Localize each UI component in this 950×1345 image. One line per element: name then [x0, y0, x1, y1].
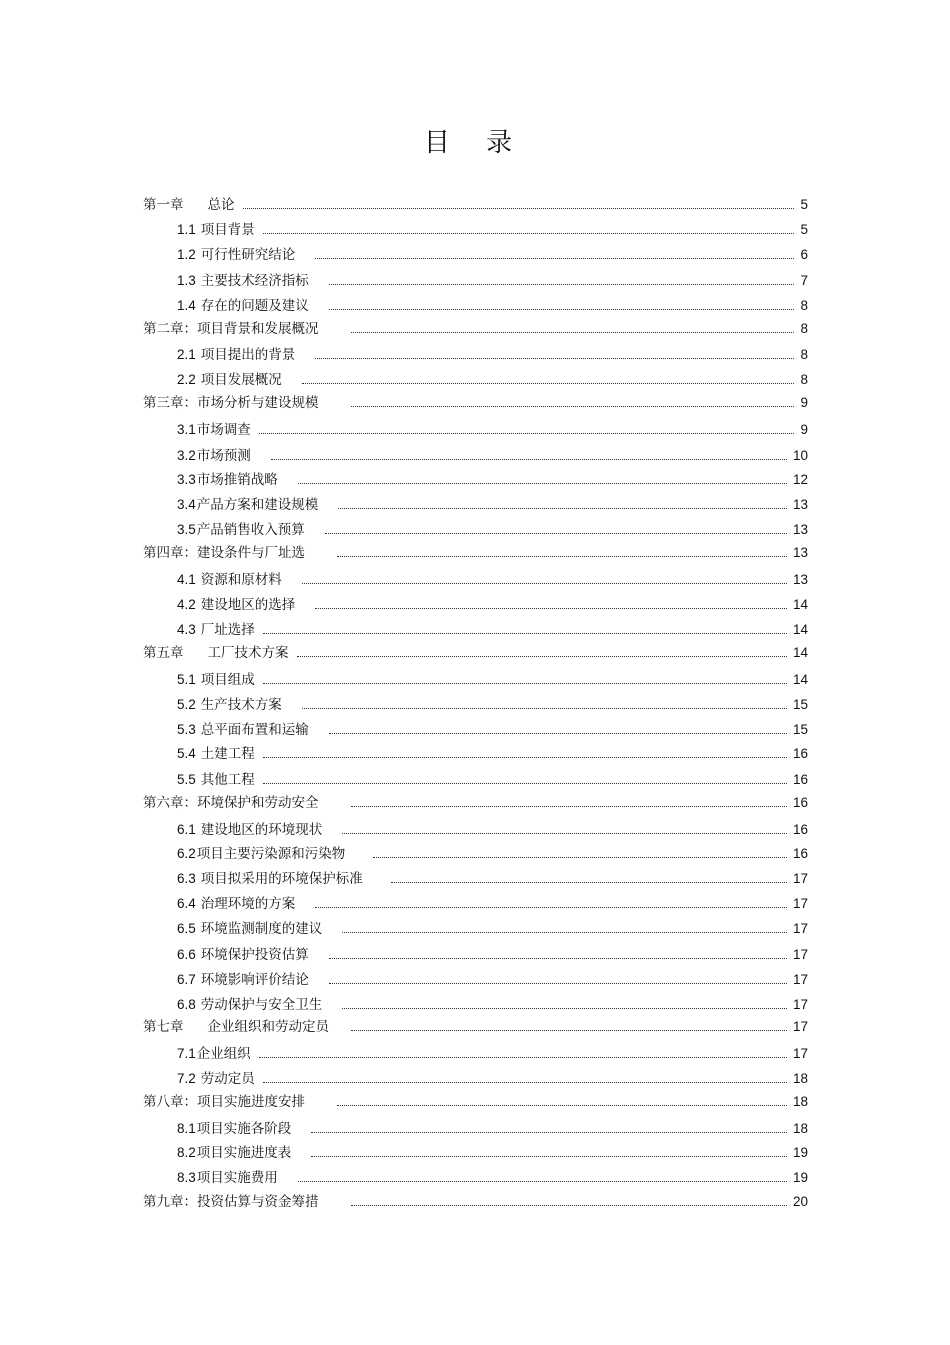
toc-entry-text: 劳动定员 [200, 1071, 255, 1087]
toc-dot-leader [351, 1205, 787, 1206]
toc-dot-leader [342, 1008, 787, 1009]
toc-page-number: 19 [792, 1145, 808, 1160]
page-title: 目 录 [423, 128, 527, 158]
toc-chapter-entry[interactable] [143, 545, 808, 561]
toc-entry-text: 厂址选择 [200, 622, 255, 638]
toc-section-entry[interactable] [143, 1071, 808, 1087]
toc-entry-label [143, 1194, 319, 1210]
toc-entry-label [143, 1145, 291, 1161]
toc-entry-number: 6.5 [177, 921, 196, 936]
toc-entry-number: 2.1 [177, 347, 196, 362]
toc-dot-leader [342, 932, 787, 933]
toc-dot-leader [263, 1082, 787, 1083]
toc-dot-leader [263, 783, 787, 784]
toc-entry-text: 生产技术方案 [200, 697, 282, 713]
toc-entry-number: 4.3 [177, 622, 196, 637]
toc-entry-label [143, 497, 318, 513]
toc-entry-label [143, 1170, 278, 1186]
toc-section-entry[interactable] [143, 1121, 808, 1137]
toc-entry-label [143, 572, 282, 588]
toc-dot-leader [329, 983, 787, 984]
toc-entry-text: 企业组织 [196, 1046, 251, 1062]
toc-page-number: 13 [792, 522, 808, 537]
toc-entry-text: 项目实施各阶段 [196, 1121, 292, 1137]
toc-entry-number: 6.2 [177, 846, 196, 861]
toc-page-number: 5 [800, 222, 808, 237]
toc-entry-number: 5.2 [177, 697, 196, 712]
toc-section-entry[interactable] [143, 722, 808, 738]
toc-entry-number: 3.5 [177, 522, 196, 537]
toc-page-number: 16 [792, 772, 808, 787]
toc-entry-label [143, 947, 309, 963]
toc-entry-text: 建设地区的选择 [200, 597, 296, 613]
toc-entry-text: 市场预测 [196, 448, 251, 464]
toc-dot-leader [338, 508, 787, 509]
toc-dot-leader [391, 882, 787, 883]
toc-section-entry[interactable] [143, 448, 808, 464]
toc-entry-label [143, 472, 278, 488]
toc-dot-leader [351, 1030, 787, 1031]
toc-page-number: 15 [792, 697, 808, 712]
toc-entry-text: 产品销售收入预算 [196, 522, 305, 538]
toc-page-number: 13 [792, 497, 808, 512]
toc-entry-number: 3.2 [177, 448, 196, 463]
toc-entry-label [143, 273, 309, 289]
toc-entry-number: 7.1 [177, 1046, 196, 1061]
toc-entry-number: 3.1 [177, 422, 196, 437]
toc-entry-text: 环境保护投资估算 [200, 947, 309, 963]
toc-entry-text: 第二章：项目背景和发展概况 [143, 321, 319, 337]
toc-entry-text: 项目组成 [200, 672, 255, 688]
toc-dot-leader [315, 258, 794, 259]
toc-entry-text: 第三章：市场分析与建设规模 [143, 395, 319, 411]
toc-page-number: 13 [792, 545, 808, 560]
toc-page-number: 17 [792, 947, 808, 962]
toc-entry-number: 3.4 [177, 497, 196, 512]
toc-entry-label [143, 772, 255, 788]
toc-entry-text: 项目提出的背景 [200, 347, 296, 363]
toc-entry-number: 8.2 [177, 1145, 196, 1160]
toc-dot-leader [329, 284, 795, 285]
toc-entry-label [143, 222, 255, 238]
toc-page-number: 14 [792, 672, 808, 687]
toc-entry-text: 第八章：项目实施进度安排 [143, 1094, 305, 1110]
toc-dot-leader [342, 833, 787, 834]
toc-entry-text: 劳动保护与安全卫生 [200, 997, 323, 1013]
toc-entry-number: 8.1 [177, 1121, 196, 1136]
toc-entry-number: 6.1 [177, 822, 196, 837]
toc-dot-leader [298, 483, 787, 484]
toc-page-number: 9 [800, 395, 808, 410]
toc-entry-text: 项目实施进度表 [196, 1145, 292, 1161]
toc-entry-label [143, 795, 319, 811]
toc-entry-label [143, 672, 255, 688]
toc-dot-leader [329, 958, 787, 959]
toc-section-entry[interactable] [143, 921, 808, 937]
toc-page-number: 10 [792, 448, 808, 463]
toc-section-entry[interactable] [143, 597, 808, 613]
toc-page-number: 15 [792, 722, 808, 737]
toc-entry-label [143, 871, 363, 887]
toc-entry-text: 环境影响评价结论 [200, 972, 309, 988]
toc-entry-label [143, 448, 251, 464]
toc-entry-text: 资源和原材料 [200, 572, 282, 588]
toc-page-number: 17 [792, 896, 808, 911]
toc-section-entry[interactable] [143, 247, 808, 263]
toc-entry-label [143, 395, 319, 411]
toc-page-number: 8 [800, 298, 808, 313]
toc-entry-label [143, 997, 322, 1013]
toc-dot-leader [373, 857, 787, 858]
toc-page-number: 14 [792, 622, 808, 637]
toc-entry-label [143, 347, 295, 363]
toc-entry-label [143, 722, 309, 738]
toc-page-number: 8 [800, 347, 808, 362]
toc-entry-label [143, 622, 255, 638]
toc-entry-label [143, 746, 255, 762]
toc-entry-text: 环境监测制度的建议 [200, 921, 323, 937]
toc-entry-number: 7.2 [177, 1071, 196, 1086]
toc-section-entry[interactable] [143, 497, 808, 513]
toc-section-entry[interactable] [143, 372, 808, 388]
toc-chapter-entry[interactable] [143, 795, 808, 811]
toc-section-entry[interactable] [143, 347, 808, 363]
toc-section-entry[interactable] [143, 422, 808, 438]
toc-section-entry[interactable] [143, 1170, 808, 1186]
toc-section-entry[interactable] [143, 997, 808, 1013]
toc-entry-number: 5.5 [177, 772, 196, 787]
toc-page-number: 12 [792, 472, 808, 487]
toc-entry-number: 6.7 [177, 972, 196, 987]
toc-entry-label [143, 597, 295, 613]
toc-entry-text: 主要技术经济指标 [200, 273, 309, 289]
toc-entry-text: 存在的问题及建议 [200, 298, 309, 314]
toc-chapter-entry[interactable] [143, 1194, 808, 1210]
toc-dot-leader [263, 233, 795, 234]
toc-section-entry[interactable] [143, 1145, 808, 1161]
toc-dot-leader [297, 656, 787, 657]
toc-section-entry[interactable] [143, 972, 808, 988]
toc-section-entry[interactable] [143, 298, 808, 314]
toc-page-number: 18 [792, 1071, 808, 1086]
toc-page-number: 9 [800, 422, 808, 437]
toc-section-entry[interactable] [143, 572, 808, 588]
toc-entry-text: 项目发展概况 [200, 372, 282, 388]
toc-entry-text: 第一章 [143, 197, 184, 213]
toc-dot-leader [302, 383, 795, 384]
toc-entry-label [143, 896, 295, 912]
toc-entry-text: 第四章：建设条件与厂址选 [143, 545, 305, 561]
toc-entry-text: 土建工程 [200, 746, 255, 762]
toc-chapter-title: 总论 [207, 197, 235, 213]
toc-chapter-entry[interactable] [143, 1094, 808, 1110]
toc-page-number: 19 [792, 1170, 808, 1185]
toc-entry-number: 2.2 [177, 372, 196, 387]
toc-page-number: 5 [800, 197, 808, 212]
toc-dot-leader [329, 309, 795, 310]
toc-entry-text: 建设地区的环境现状 [200, 822, 323, 838]
toc-dot-leader [315, 608, 787, 609]
toc-entry-text: 其他工程 [200, 772, 255, 788]
toc-entry-text: 第五章 [143, 645, 184, 661]
toc-chapter-entry[interactable] [143, 321, 808, 337]
toc-entry-label [143, 921, 322, 937]
toc-entry-label [143, 645, 289, 661]
toc-dot-leader [337, 1105, 787, 1106]
toc-entry-label [143, 972, 309, 988]
toc-page-number: 17 [792, 921, 808, 936]
toc-dot-leader [302, 708, 787, 709]
toc-page-number: 8 [800, 372, 808, 387]
toc-dot-leader [263, 683, 787, 684]
toc-entry-number: 6.8 [177, 997, 196, 1012]
toc-chapter-entry[interactable] [143, 1019, 808, 1035]
toc-entry-number: 1.3 [177, 273, 196, 288]
toc-page-number: 16 [792, 746, 808, 761]
toc-section-entry[interactable] [143, 896, 808, 912]
toc-chapter-entry[interactable] [143, 645, 808, 661]
toc-entry-number: 3.3 [177, 472, 196, 487]
toc-dot-leader [315, 907, 787, 908]
toc-entry-text: 可行性研究结论 [200, 247, 296, 263]
toc-page-number: 6 [800, 247, 808, 262]
toc-entry-label [143, 1071, 255, 1087]
toc-page-number: 17 [792, 997, 808, 1012]
toc-page-number: 17 [792, 1046, 808, 1061]
toc-page-number: 20 [792, 1194, 808, 1209]
toc-dot-leader [315, 358, 794, 359]
toc-entry-text: 治理环境的方案 [200, 896, 296, 912]
toc-entry-number: 6.4 [177, 896, 196, 911]
toc-entry-number: 4.2 [177, 597, 196, 612]
toc-entry-label [143, 545, 305, 561]
toc-section-entry[interactable] [143, 522, 808, 538]
toc-section-entry[interactable] [143, 697, 808, 713]
toc-entry-label [143, 298, 309, 314]
toc-dot-leader [351, 332, 795, 333]
toc-dot-leader [311, 1156, 787, 1157]
toc-page-number: 17 [792, 1019, 808, 1034]
toc-entry-text: 项目拟采用的环境保护标准 [200, 871, 363, 887]
toc-entry-number: 6.3 [177, 871, 196, 886]
toc-section-entry[interactable] [143, 772, 808, 788]
toc-chapter-title: 工厂技术方案 [207, 645, 289, 661]
toc-section-entry[interactable] [143, 846, 808, 862]
toc-dot-leader [337, 556, 787, 557]
toc-entry-text: 市场调查 [196, 422, 251, 438]
toc-dot-leader [259, 1057, 787, 1058]
toc-section-entry[interactable] [143, 746, 808, 762]
toc-page-number: 8 [800, 321, 808, 336]
toc-entry-label [143, 197, 235, 213]
toc-dot-leader [271, 459, 787, 460]
toc-page-number: 16 [792, 846, 808, 861]
toc-dot-leader [311, 1132, 787, 1133]
toc-entry-label [143, 846, 345, 862]
toc-entry-label [143, 321, 319, 337]
toc-dot-leader [329, 733, 787, 734]
toc-section-entry[interactable] [143, 622, 808, 638]
toc-chapter-entry[interactable] [143, 197, 808, 213]
toc-dot-leader [263, 757, 787, 758]
toc-entry-text: 第九章：投资估算与资金筹措 [143, 1194, 319, 1210]
toc-dot-leader [351, 806, 787, 807]
toc-entry-label [143, 1046, 251, 1062]
toc-entry-label [143, 1121, 291, 1137]
toc-entry-text: 第七章 [143, 1019, 184, 1035]
toc-section-entry[interactable] [143, 672, 808, 688]
toc-entry-number: 1.4 [177, 298, 196, 313]
toc-section-entry[interactable] [143, 871, 808, 887]
toc-entry-label [143, 372, 282, 388]
toc-entry-text: 项目背景 [200, 222, 255, 238]
toc-page-number: 18 [792, 1094, 808, 1109]
toc-dot-leader [243, 208, 795, 209]
toc-dot-leader [298, 1181, 787, 1182]
toc-dot-leader [259, 433, 795, 434]
toc-entry-number: 5.3 [177, 722, 196, 737]
toc-entry-label [143, 1094, 305, 1110]
toc-dot-leader [351, 406, 795, 407]
toc-dot-leader [302, 583, 787, 584]
toc-dot-leader [263, 633, 787, 634]
toc-entry-number: 4.1 [177, 572, 196, 587]
toc-section-entry[interactable] [143, 273, 808, 289]
toc-page-number: 14 [792, 645, 808, 660]
toc-page-number: 16 [792, 795, 808, 810]
toc-entry-label [143, 1019, 329, 1035]
toc-entry-text: 总平面布置和运输 [200, 722, 309, 738]
toc-section-entry[interactable] [143, 472, 808, 488]
toc-page-number: 13 [792, 572, 808, 587]
toc-entry-text: 项目主要污染源和污染物 [196, 846, 346, 862]
toc-entry-number: 5.1 [177, 672, 196, 687]
toc-entry-number: 6.6 [177, 947, 196, 962]
toc-entry-label [143, 247, 295, 263]
toc-chapter-title: 企业组织和劳动定员 [207, 1019, 329, 1035]
toc-entry-label [143, 522, 305, 538]
toc-entry-text: 项目实施费用 [196, 1170, 278, 1186]
toc-section-entry[interactable] [143, 947, 808, 963]
toc-page-number: 14 [792, 597, 808, 612]
toc-entry-label [143, 822, 322, 838]
toc-section-entry[interactable] [143, 822, 808, 838]
toc-page-number: 7 [800, 273, 808, 288]
toc-chapter-entry[interactable] [143, 395, 808, 411]
toc-entry-text: 市场推销战略 [196, 472, 278, 488]
toc-entry-text: 第六章：环境保护和劳动安全 [143, 795, 319, 811]
toc-entry-label [143, 697, 282, 713]
toc-entry-text: 产品方案和建设规模 [196, 497, 319, 513]
toc-entry-number: 1.1 [177, 222, 196, 237]
toc-section-entry[interactable] [143, 1046, 808, 1062]
toc-entry-number: 1.2 [177, 247, 196, 262]
toc-page-number: 16 [792, 822, 808, 837]
toc-entry-number: 8.3 [177, 1170, 196, 1185]
toc-page-number: 18 [792, 1121, 808, 1136]
toc-entry-number: 5.4 [177, 746, 196, 761]
toc-entry-label [143, 422, 251, 438]
toc-section-entry[interactable] [143, 222, 808, 238]
toc-page-number: 17 [792, 871, 808, 886]
toc-dot-leader [325, 533, 787, 534]
toc-page-number: 17 [792, 972, 808, 987]
